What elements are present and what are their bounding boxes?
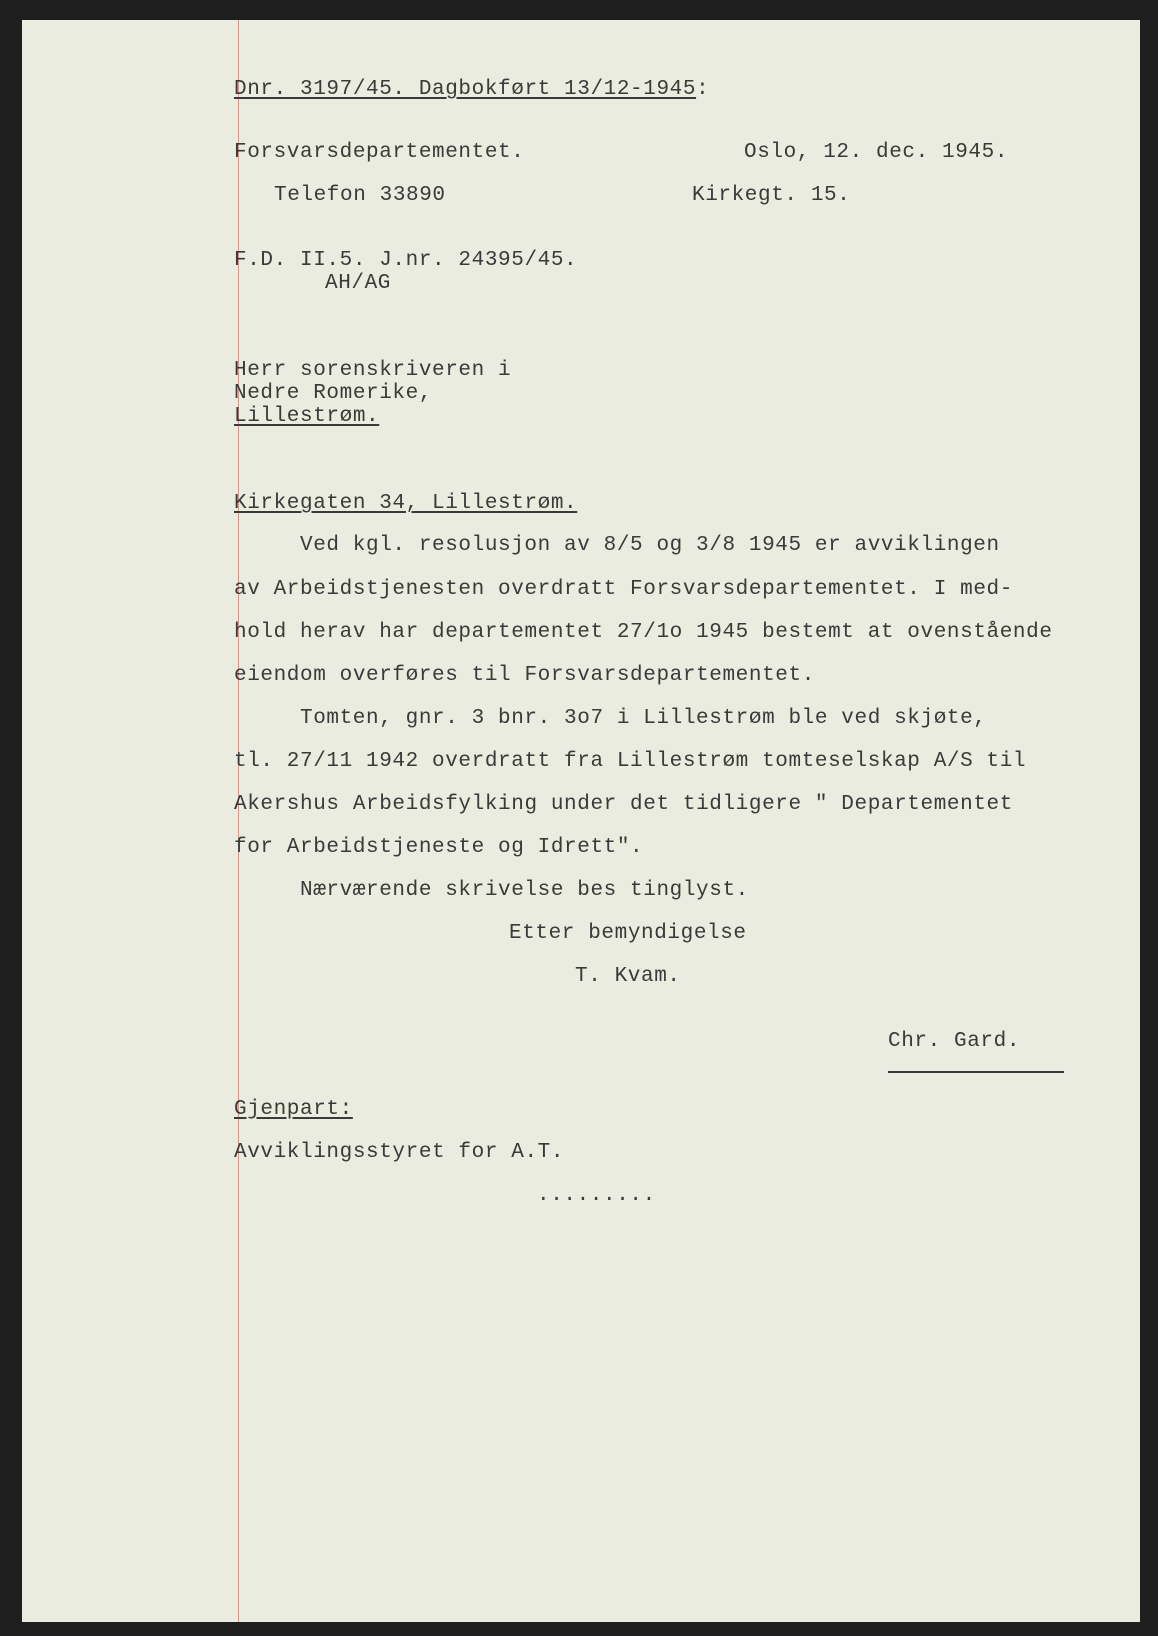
authority-line: Etter bemyndigelse [509,922,747,945]
body-line: eiendom overføres til Forsvarsdepartementet. [234,664,815,687]
journal-number: F.D. II.5. J.nr. 24395/45. [234,249,578,272]
subject: Kirkegaten 34, Lillestrøm. [234,492,578,515]
signature-rule [888,1071,1064,1073]
reference-line [234,78,709,102]
reference-number: Dnr. 3197/45. Dagbokført 13/12-1945 [234,78,697,101]
place-date: Oslo, 12. dec. 1945. [744,141,1009,164]
body-line: hold herav har departementet 27/1o 1945 bestemt at ovenstående [234,621,1053,644]
address: Kirkegt. 15. [692,184,851,207]
telephone: Telefon 33890 [274,184,446,207]
body-line: for Arbeidstjeneste og Idrett". [234,836,644,859]
body-line: av Arbeidstjenesten overdratt Forsvarsdepartementet. I med- [234,578,1013,601]
signatory: T. Kvam. [575,965,681,988]
body-line: Nærværende skrivelse bes tinglyst. [300,879,749,902]
document-page [22,20,1140,1622]
body-line: Tomten, gnr. 3 bnr. 3o7 i Lillestrøm ble ved skjøte, [300,707,987,730]
body-line: tl. 27/11 1942 overdratt fra Lillestrøm tomteselskap A/S til [234,750,1027,773]
copy-recipient: Avviklingsstyret for A.T. [234,1141,565,1164]
reference-colon: : [696,78,710,101]
body-line: Akershus Arbeidsfylking under det tidligere " Departementet [234,793,1013,816]
recipient-line-1: Herr sorenskriveren i [234,359,512,382]
recipient-line-3: Lillestrøm. [234,405,380,428]
copy-label: Gjenpart: [234,1098,353,1121]
closing-dots: ......... [537,1184,656,1207]
countersignatory: Chr. Gard. [888,1030,1021,1053]
initials: AH/AG [325,272,392,295]
recipient-line-2: Nedre Romerike, [234,382,433,405]
body-line: Ved kgl. resolusjon av 8/5 og 3/8 1945 er avviklingen [300,534,1000,557]
sender: Forsvarsdepartementet. [234,141,525,164]
